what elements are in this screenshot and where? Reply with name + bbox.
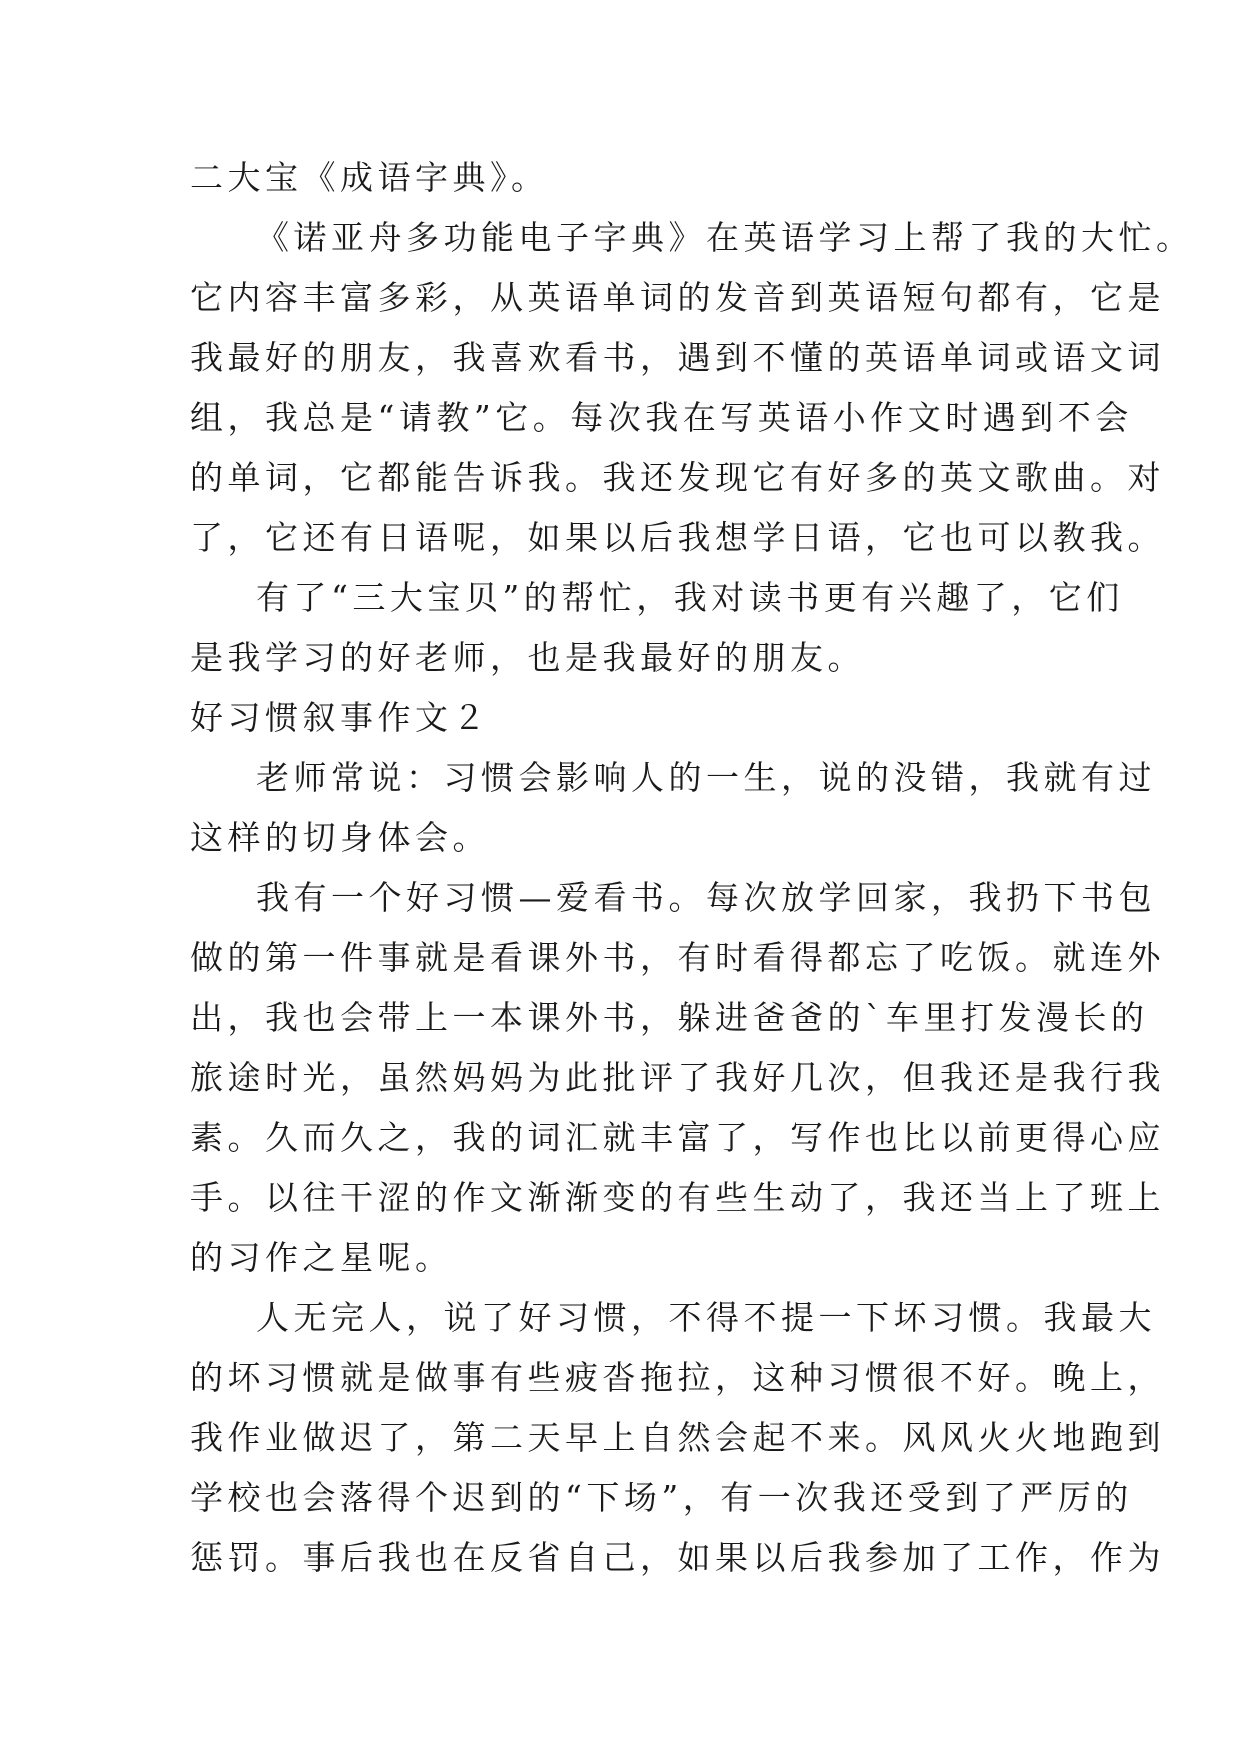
text-line: 这样的切身体会。 — [190, 818, 490, 857]
text-line: 是我学习的好老师，也是我最好的朋友。 — [190, 638, 865, 677]
paragraph-first-line: 人无完人，说了好习惯，不得不提一下坏习惯。我最大 — [256, 1298, 1156, 1337]
text-line: 的习作之星呢。 — [190, 1238, 453, 1277]
text-line: 素。久而久之，我的词汇就丰富了，写作也比以前更得心应 — [190, 1118, 1165, 1157]
text-line: 做的第一件事就是看课外书，有时看得都忘了吃饭。就连外 — [190, 938, 1165, 977]
paragraph-first-line: 老师常说：习惯会影响人的一生，说的没错，我就有过 — [256, 758, 1156, 797]
text-line: 了，它还有日语呢，如果以后我想学日语，它也可以教我。 — [190, 518, 1165, 557]
section-heading: 好习惯叙事作文２ — [190, 698, 490, 737]
text-line: 我作业做迟了，第二天早上自然会起不来。风风火火地跑到 — [190, 1418, 1165, 1457]
text-line: 我最好的朋友，我喜欢看书，遇到不懂的英语单词或语文词 — [190, 338, 1165, 377]
text-line: 手。以往干涩的作文渐渐变的有些生动了，我还当上了班上 — [190, 1178, 1165, 1217]
text-line: 学校也会落得个迟到的“下场”，有一次我还受到了严厉的 — [190, 1478, 1133, 1517]
paragraph-first-line: 有了“三大宝贝”的帮忙，我对读书更有兴趣了，它们 — [256, 578, 1124, 617]
text-line: 的坏习惯就是做事有些疲沓拖拉，这种习惯很不好。晚上， — [190, 1358, 1165, 1397]
text-line: 组，我总是“请教”它。每次我在写英语小作文时遇到不会 — [190, 398, 1133, 437]
text-line: 旅途时光，虽然妈妈为此批评了我好几次，但我还是我行我 — [190, 1058, 1165, 1097]
text-line: 二大宝《成语字典》。 — [190, 158, 549, 197]
text-line: 出，我也会带上一本课外书，躲进爸爸的`车里打发漫长的 — [190, 998, 1149, 1037]
paragraph-first-line: 《诺亚舟多功能电子字典》在英语学习上帮了我的大忙。 — [256, 218, 1194, 257]
paragraph-first-line: 我有一个好习惯—爱看书。每次放学回家，我扔下书包 — [256, 878, 1156, 917]
text-line: 惩罚。事后我也在反省自己，如果以后我参加了工作，作为 — [190, 1538, 1165, 1577]
text-line: 的单词，它都能告诉我。我还发现它有好多的英文歌曲。对 — [190, 458, 1165, 497]
text-line: 它内容丰富多彩，从英语单词的发音到英语短句都有，它是 — [190, 278, 1165, 317]
